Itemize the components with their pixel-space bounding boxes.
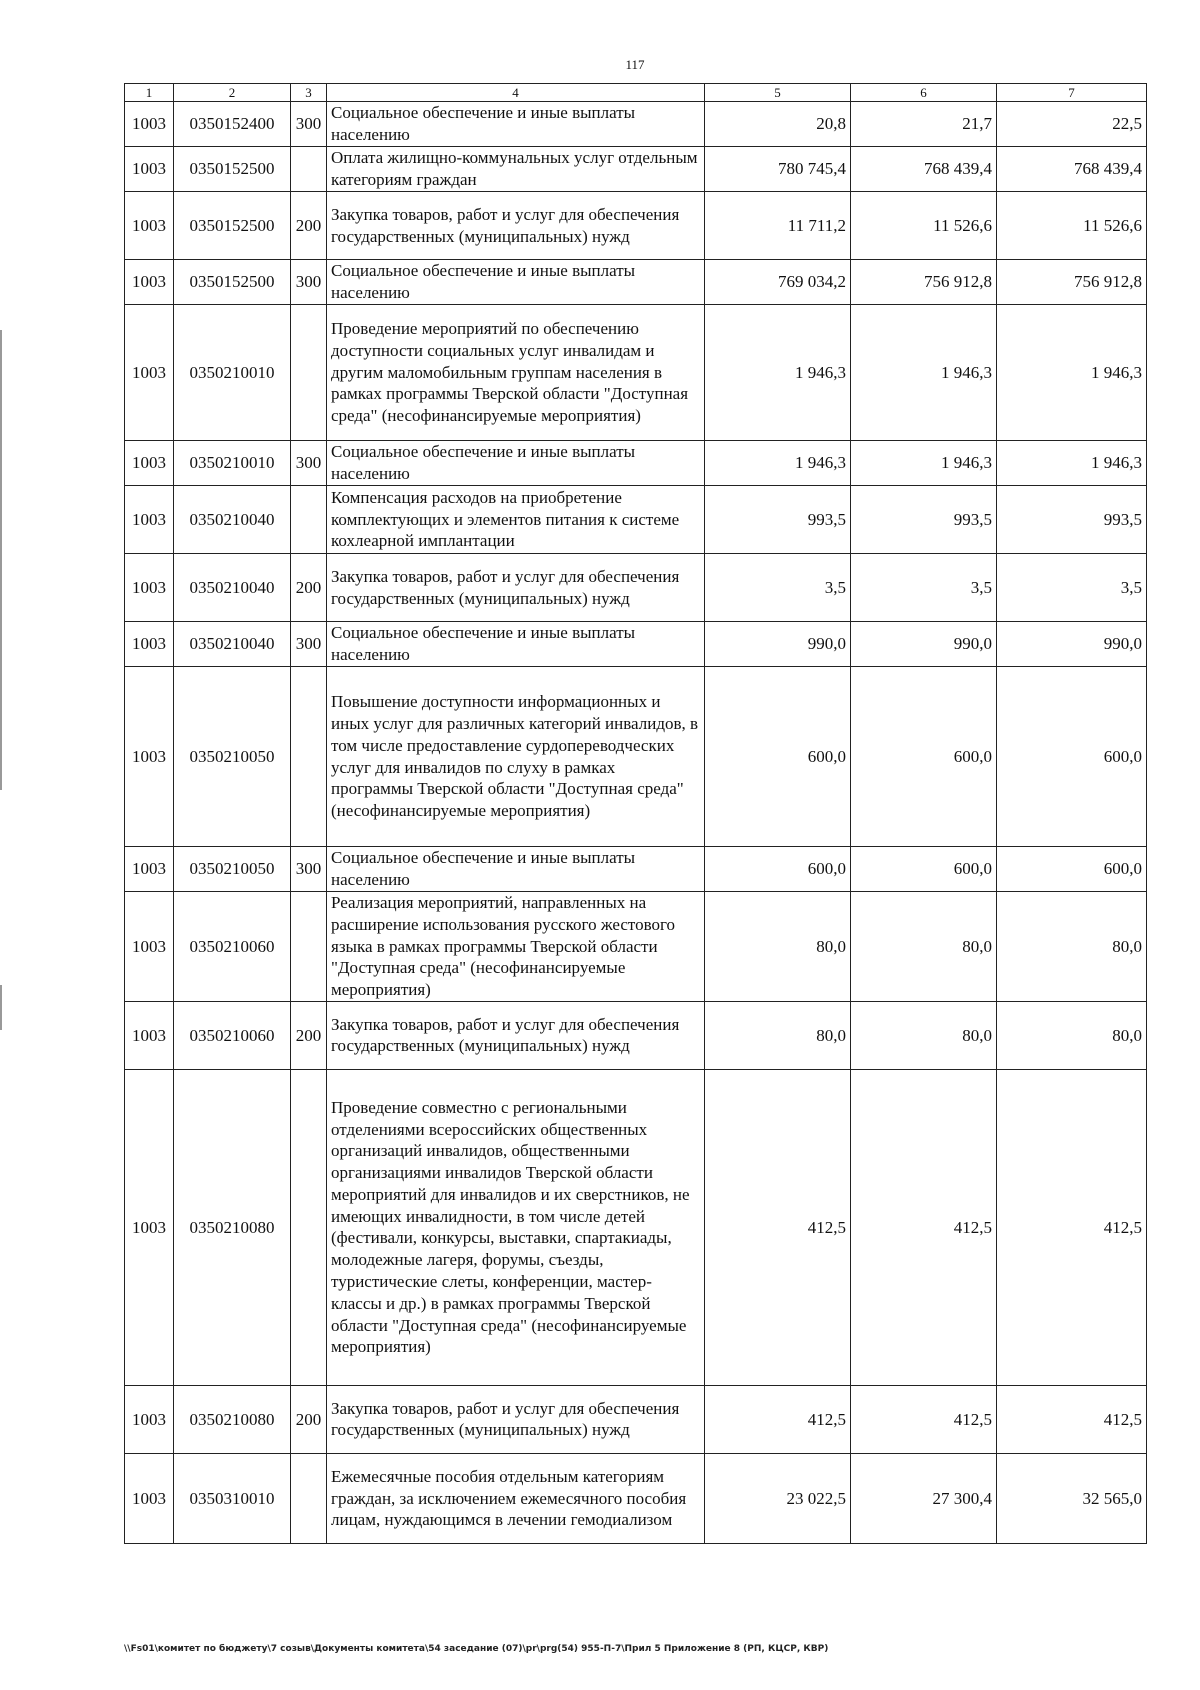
cell-target-code: 0350210040	[174, 554, 291, 622]
cell-amount-col7: 22,5	[997, 102, 1147, 147]
cell-section: 1003	[125, 192, 174, 260]
table-row	[125, 305, 1147, 441]
cell-amount-col7: 412,5	[997, 1069, 1147, 1385]
cell-expense-type: 200	[291, 1385, 327, 1453]
cell-target-code: 0350152400	[174, 102, 291, 147]
table-row	[125, 1453, 1147, 1543]
cell-amount-col5: 23 022,5	[705, 1453, 851, 1543]
page-number: 117	[625, 57, 645, 72]
header-row	[125, 84, 1147, 102]
cell-amount-col6: 993,5	[851, 486, 997, 554]
cell-description: Закупка товаров, работ и услуг для обеспечения государственных (муниципальных) нужд	[327, 1385, 705, 1453]
cell-target-code: 0350210050	[174, 847, 291, 892]
column-header: 6	[851, 84, 997, 102]
cell-expense-type	[291, 1453, 327, 1543]
cell-section: 1003	[125, 1069, 174, 1385]
cell-amount-col5: 1 946,3	[705, 441, 851, 486]
cell-description: Социальное обеспечение и иные выплаты населению	[327, 441, 705, 486]
cell-amount-col5: 3,5	[705, 554, 851, 622]
cell-description: Ежемесячные пособия отдельным категориям граждан, за исключением ежемесячного пособия лицам, нуждающимся в лечении гемодиализом	[327, 1453, 705, 1543]
cell-expense-type	[291, 305, 327, 441]
cell-section: 1003	[125, 102, 174, 147]
cell-section: 1003	[125, 147, 174, 192]
cell-amount-col6: 412,5	[851, 1069, 997, 1385]
cell-description: Социальное обеспечение и иные выплаты населению	[327, 260, 705, 305]
cell-expense-type: 300	[291, 102, 327, 147]
cell-section: 1003	[125, 441, 174, 486]
table-row	[125, 892, 1147, 1002]
cell-amount-col5: 769 034,2	[705, 260, 851, 305]
cell-amount-col7: 1 946,3	[997, 441, 1147, 486]
cell-amount-col7: 993,5	[997, 486, 1147, 554]
cell-section: 1003	[125, 305, 174, 441]
cell-amount-col5: 990,0	[705, 622, 851, 667]
cell-section: 1003	[125, 1385, 174, 1453]
cell-description: Социальное обеспечение и иные выплаты населению	[327, 102, 705, 147]
cell-description: Закупка товаров, работ и услуг для обеспечения государственных (муниципальных) нужд	[327, 554, 705, 622]
cell-description: Проведение совместно с региональными отделениями всероссийских общественных организаций инвалидов, общественными организациями инвалидов Тверской области мероприятий для инвалидов и их сверстников, не имеющих инвалидности, в том числе детей (фестивали, конкурсы, выставки, спартакиады, молодежные лагеря, форумы, съезды, туристические слеты, конференции, мастер-классы и др.) в рамках программы Тверской области "Доступная среда" (несофинансируемые мероприятия)	[327, 1069, 705, 1385]
table-row	[125, 554, 1147, 622]
table-row	[125, 1001, 1147, 1069]
cell-description: Социальное обеспечение и иные выплаты населению	[327, 622, 705, 667]
cell-expense-type	[291, 667, 327, 847]
cell-description: Компенсация расходов на приобретение комплектующих и элементов питания к системе кохлеарной имплантации	[327, 486, 705, 554]
cell-amount-col5: 993,5	[705, 486, 851, 554]
cell-description: Социальное обеспечение и иные выплаты населению	[327, 847, 705, 892]
column-header: 5	[705, 84, 851, 102]
cell-amount-col5: 600,0	[705, 847, 851, 892]
footer-file-path: \\Fs01\комитет по бюджету\7 созыв\Документы комитета\54 заседание (07)\pr\prg(54) 955-П-7\Прил 5 Приложение 8 (РП, КЦСР, КВР)	[124, 1644, 829, 1654]
cell-amount-col6: 600,0	[851, 667, 997, 847]
cell-amount-col6: 768 439,4	[851, 147, 997, 192]
cell-amount-col6: 21,7	[851, 102, 997, 147]
cell-description: Проведение мероприятий по обеспечению доступности социальных услуг инвалидам и другим маломобильным группам населения в рамках программы Тверской области "Доступная среда" (несофинансируемые мероприятия)	[327, 305, 705, 441]
cell-expense-type: 200	[291, 1001, 327, 1069]
cell-amount-col7: 756 912,8	[997, 260, 1147, 305]
cell-amount-col7: 3,5	[997, 554, 1147, 622]
cell-section: 1003	[125, 667, 174, 847]
cell-expense-type: 300	[291, 260, 327, 305]
cell-section: 1003	[125, 554, 174, 622]
column-header: 2	[174, 84, 291, 102]
budget-table	[124, 83, 1147, 1544]
cell-expense-type	[291, 1069, 327, 1385]
cell-target-code: 0350210060	[174, 892, 291, 1002]
column-header: 1	[125, 84, 174, 102]
cell-amount-col7: 11 526,6	[997, 192, 1147, 260]
cell-amount-col6: 11 526,6	[851, 192, 997, 260]
cell-amount-col7: 600,0	[997, 847, 1147, 892]
table-row	[125, 147, 1147, 192]
cell-amount-col5: 11 711,2	[705, 192, 851, 260]
cell-description: Повышение доступности информационных и иных услуг для различных категорий инвалидов, в том числе предоставление сурдопереводческих услуг для инвалидов по слуху в рамках программы Тверской области "Доступная среда" (несофинансируемые мероприятия)	[327, 667, 705, 847]
cell-target-code: 0350310010	[174, 1453, 291, 1543]
cell-amount-col5: 20,8	[705, 102, 851, 147]
cell-amount-col6: 80,0	[851, 892, 997, 1002]
table-row	[125, 667, 1147, 847]
scan-edge-mark	[0, 985, 2, 1030]
cell-expense-type: 300	[291, 441, 327, 486]
scan-edge-mark	[0, 330, 2, 790]
cell-amount-col7: 80,0	[997, 892, 1147, 1002]
cell-amount-col6: 1 946,3	[851, 441, 997, 486]
column-header: 3	[291, 84, 327, 102]
table-row	[125, 102, 1147, 147]
cell-amount-col6: 1 946,3	[851, 305, 997, 441]
cell-amount-col5: 80,0	[705, 1001, 851, 1069]
cell-amount-col6: 3,5	[851, 554, 997, 622]
cell-target-code: 0350210060	[174, 1001, 291, 1069]
table-row	[125, 192, 1147, 260]
cell-expense-type: 200	[291, 192, 327, 260]
cell-amount-col5: 1 946,3	[705, 305, 851, 441]
cell-section: 1003	[125, 892, 174, 1002]
cell-amount-col5: 780 745,4	[705, 147, 851, 192]
cell-target-code: 0350210050	[174, 667, 291, 847]
cell-amount-col6: 990,0	[851, 622, 997, 667]
cell-amount-col5: 412,5	[705, 1385, 851, 1453]
cell-section: 1003	[125, 1453, 174, 1543]
cell-amount-col5: 412,5	[705, 1069, 851, 1385]
cell-target-code: 0350152500	[174, 260, 291, 305]
cell-description: Реализация мероприятий, направленных на расширение использования русского жестового языка в рамках программы Тверской области "Доступная среда" (несофинансируемые мероприятия)	[327, 892, 705, 1002]
cell-amount-col7: 768 439,4	[997, 147, 1147, 192]
cell-amount-col5: 600,0	[705, 667, 851, 847]
cell-target-code: 0350210080	[174, 1069, 291, 1385]
cell-expense-type	[291, 486, 327, 554]
column-header: 4	[327, 84, 705, 102]
cell-description: Закупка товаров, работ и услуг для обеспечения государственных (муниципальных) нужд	[327, 192, 705, 260]
cell-amount-col7: 600,0	[997, 667, 1147, 847]
cell-amount-col7: 412,5	[997, 1385, 1147, 1453]
table-row	[125, 260, 1147, 305]
column-header: 7	[997, 84, 1147, 102]
cell-amount-col7: 1 946,3	[997, 305, 1147, 441]
cell-target-code: 0350210010	[174, 305, 291, 441]
cell-section: 1003	[125, 847, 174, 892]
cell-amount-col7: 80,0	[997, 1001, 1147, 1069]
cell-amount-col6: 600,0	[851, 847, 997, 892]
cell-expense-type	[291, 147, 327, 192]
cell-section: 1003	[125, 1001, 174, 1069]
cell-amount-col6: 412,5	[851, 1385, 997, 1453]
cell-description: Закупка товаров, работ и услуг для обеспечения государственных (муниципальных) нужд	[327, 1001, 705, 1069]
cell-expense-type	[291, 892, 327, 1002]
cell-target-code: 0350210080	[174, 1385, 291, 1453]
cell-expense-type: 300	[291, 622, 327, 667]
cell-target-code: 0350210010	[174, 441, 291, 486]
cell-expense-type: 200	[291, 554, 327, 622]
table-row	[125, 486, 1147, 554]
table-row	[125, 1069, 1147, 1385]
cell-amount-col7: 990,0	[997, 622, 1147, 667]
table-row	[125, 1385, 1147, 1453]
cell-section: 1003	[125, 622, 174, 667]
cell-description: Оплата жилищно-коммунальных услуг отдельным категориям граждан	[327, 147, 705, 192]
cell-amount-col6: 80,0	[851, 1001, 997, 1069]
cell-amount-col5: 80,0	[705, 892, 851, 1002]
cell-amount-col6: 756 912,8	[851, 260, 997, 305]
table-row	[125, 847, 1147, 892]
cell-target-code: 0350152500	[174, 192, 291, 260]
cell-section: 1003	[125, 260, 174, 305]
cell-target-code: 0350152500	[174, 147, 291, 192]
cell-amount-col7: 32 565,0	[997, 1453, 1147, 1543]
table-row	[125, 441, 1147, 486]
cell-target-code: 0350210040	[174, 622, 291, 667]
cell-target-code: 0350210040	[174, 486, 291, 554]
table-row	[125, 622, 1147, 667]
cell-expense-type: 300	[291, 847, 327, 892]
cell-amount-col6: 27 300,4	[851, 1453, 997, 1543]
cell-section: 1003	[125, 486, 174, 554]
